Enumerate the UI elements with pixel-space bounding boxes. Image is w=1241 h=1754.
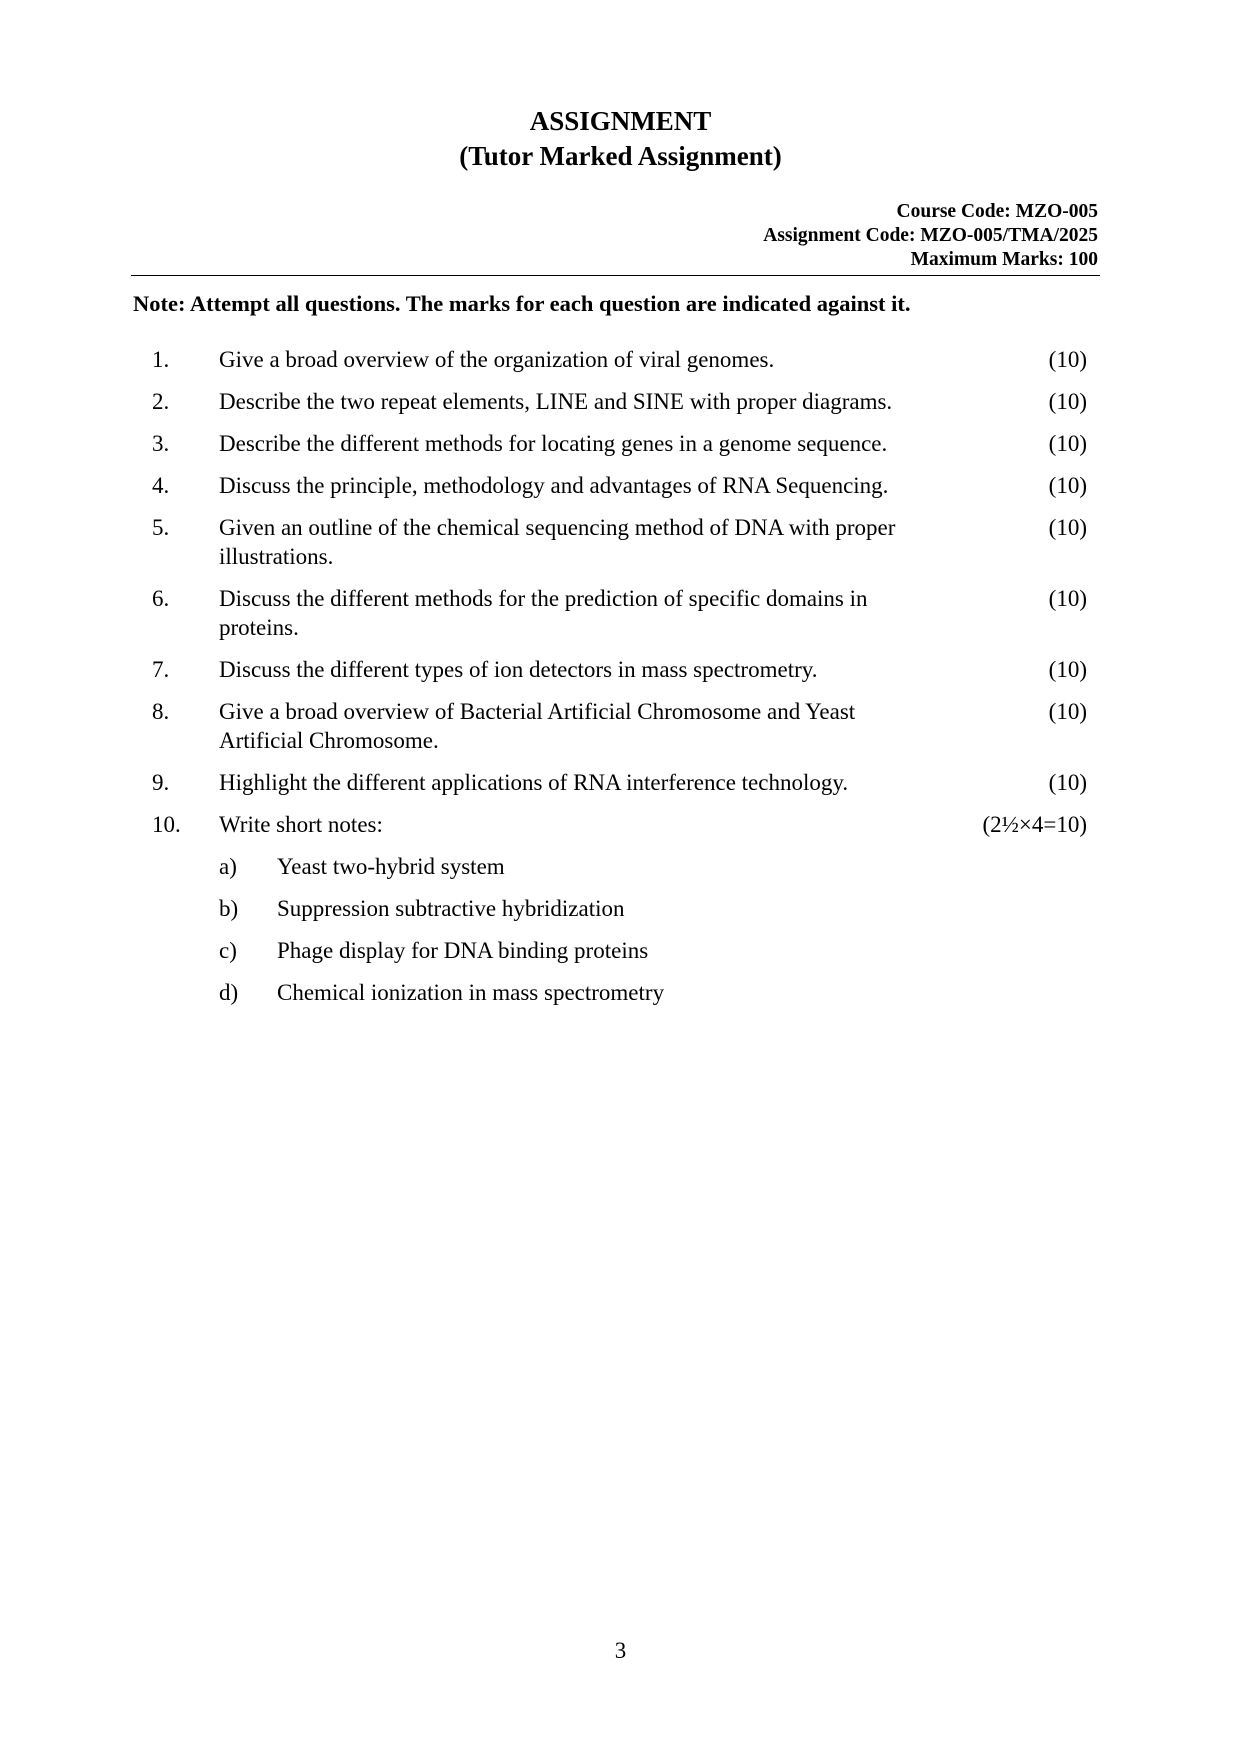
question-item (0, 345, 1241, 374)
instructions-note: Note: Attempt all questions. The marks for each question are indicated against it. (133, 291, 911, 316)
question-marks: (10) (1048, 515, 1087, 540)
short-note-label: d) (219, 980, 239, 1005)
short-note-item (0, 894, 1241, 923)
page-title: ASSIGNMENT (529, 106, 712, 136)
short-note-text: Phage display for DNA binding proteins (277, 938, 649, 963)
question-text: Describe the different methods for locating genes in a genome sequence. (219, 431, 888, 456)
question-text: Discuss the different types of ion detectors in mass spectrometry. (219, 657, 818, 682)
course-info-block (763, 200, 1098, 272)
question-text: Give a broad overview of the organization of viral genomes. (219, 347, 775, 372)
question-text: Describe the two repeat elements, LINE and SINE with proper diagrams. (219, 389, 893, 414)
question-item (0, 810, 1241, 839)
assignment-code: Assignment Code: MZO-005/TMA/2025 (763, 225, 1098, 246)
question-item (0, 471, 1241, 500)
question-item (0, 387, 1241, 416)
page-number: 3 (614, 1638, 627, 1663)
course-code: Course Code: MZO-005 (896, 201, 1098, 222)
question-item (0, 584, 1241, 642)
question-item (0, 429, 1241, 458)
short-note-label: c) (219, 938, 237, 963)
question-marks: (10) (1048, 770, 1087, 795)
question-text: Discuss the different methods for the prediction of specific domains in proteins. (219, 586, 868, 640)
question-item (0, 697, 1241, 755)
short-note-item (0, 936, 1241, 965)
question-number: 10. (152, 812, 181, 837)
short-note-label: b) (219, 896, 239, 921)
short-note-text: Chemical ionization in mass spectrometry (277, 980, 665, 1005)
short-note-item (0, 852, 1241, 881)
question-marks: (10) (1048, 473, 1087, 498)
question-number: 9. (152, 770, 170, 795)
question-number: 3. (152, 431, 170, 456)
question-marks: (10) (1048, 586, 1087, 611)
question-text: Highlight the different applications of RNA interference technology. (219, 770, 849, 795)
question-number: 8. (152, 699, 170, 724)
short-note-text: Yeast two-hybrid system (277, 854, 505, 879)
question-text: Write short notes: (219, 812, 383, 837)
question-item (0, 768, 1241, 797)
header-divider (131, 275, 1100, 276)
short-note-item (0, 978, 1241, 1007)
short-note-label: a) (219, 854, 237, 879)
short-note-text: Suppression subtractive hybridization (277, 896, 625, 921)
question-number: 5. (152, 515, 170, 540)
question-number: 1. (152, 347, 170, 372)
question-number: 2. (152, 389, 170, 414)
question-marks: (10) (1048, 431, 1087, 456)
maximum-marks: Maximum Marks: 100 (910, 249, 1098, 270)
question-number: 7. (152, 657, 170, 682)
question-item (0, 513, 1241, 571)
question-text: Discuss the principle, methodology and advantages of RNA Sequencing. (219, 473, 889, 498)
question-list (0, 345, 1241, 1020)
question-marks: (10) (1048, 699, 1087, 724)
page-subtitle: (Tutor Marked Assignment) (459, 141, 782, 171)
question-marks: (10) (1048, 657, 1087, 682)
question-text: Give a broad overview of Bacterial Artificial Chromosome and Yeast Artificial Chromosome. (219, 699, 856, 753)
question-number: 6. (152, 586, 170, 611)
question-marks: (10) (1048, 389, 1087, 414)
question-number: 4. (152, 473, 170, 498)
question-marks: (2½×4=10) (982, 812, 1087, 837)
question-text: Given an outline of the chemical sequencing method of DNA with proper illustrations. (219, 515, 896, 569)
question-item (0, 655, 1241, 684)
question-marks: (10) (1048, 347, 1087, 372)
